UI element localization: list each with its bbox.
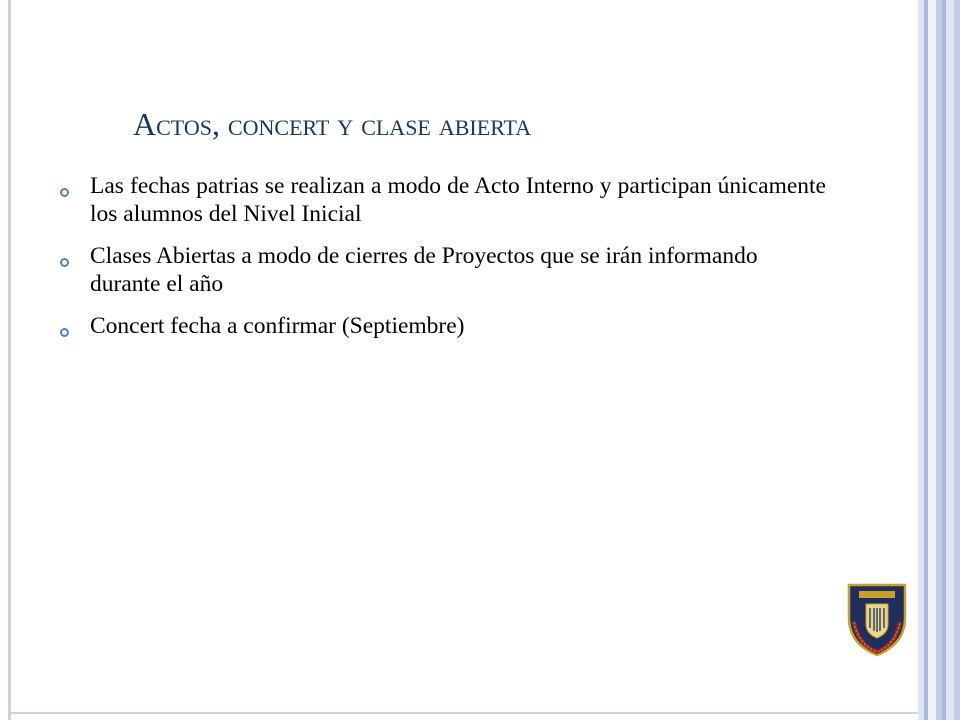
title-initial: A xyxy=(133,106,157,142)
right-decorative-bars xyxy=(918,0,960,720)
ring-bullet-icon xyxy=(60,258,69,267)
bullet-text: Concert fecha a confirmar (Septiembre) xyxy=(90,313,465,339)
side-bar-6 xyxy=(946,0,954,720)
bullet-text: Las fechas patrias se realizan a modo de Acto Interno y participan únicamente los alumnos del Nivel Inicial xyxy=(90,173,826,227)
ring-bullet-icon xyxy=(60,188,69,197)
bullet-text: Clases Abiertas a modo de cierres de Proyectos que se irán informando durante el año xyxy=(90,243,758,297)
title-rest: ctos, concert y clase abierta xyxy=(156,106,532,142)
school-crest-icon xyxy=(846,582,908,658)
bullet-item xyxy=(60,172,826,228)
side-bar-3 xyxy=(928,0,936,720)
side-bar-7 xyxy=(954,0,960,720)
bullet-item xyxy=(60,242,826,298)
bottom-frame-line xyxy=(8,712,920,714)
ring-bullet-icon xyxy=(60,328,69,337)
bullet-item xyxy=(60,312,826,340)
left-frame-line xyxy=(8,0,11,720)
bullet-list xyxy=(60,172,826,354)
slide-title xyxy=(133,104,893,144)
